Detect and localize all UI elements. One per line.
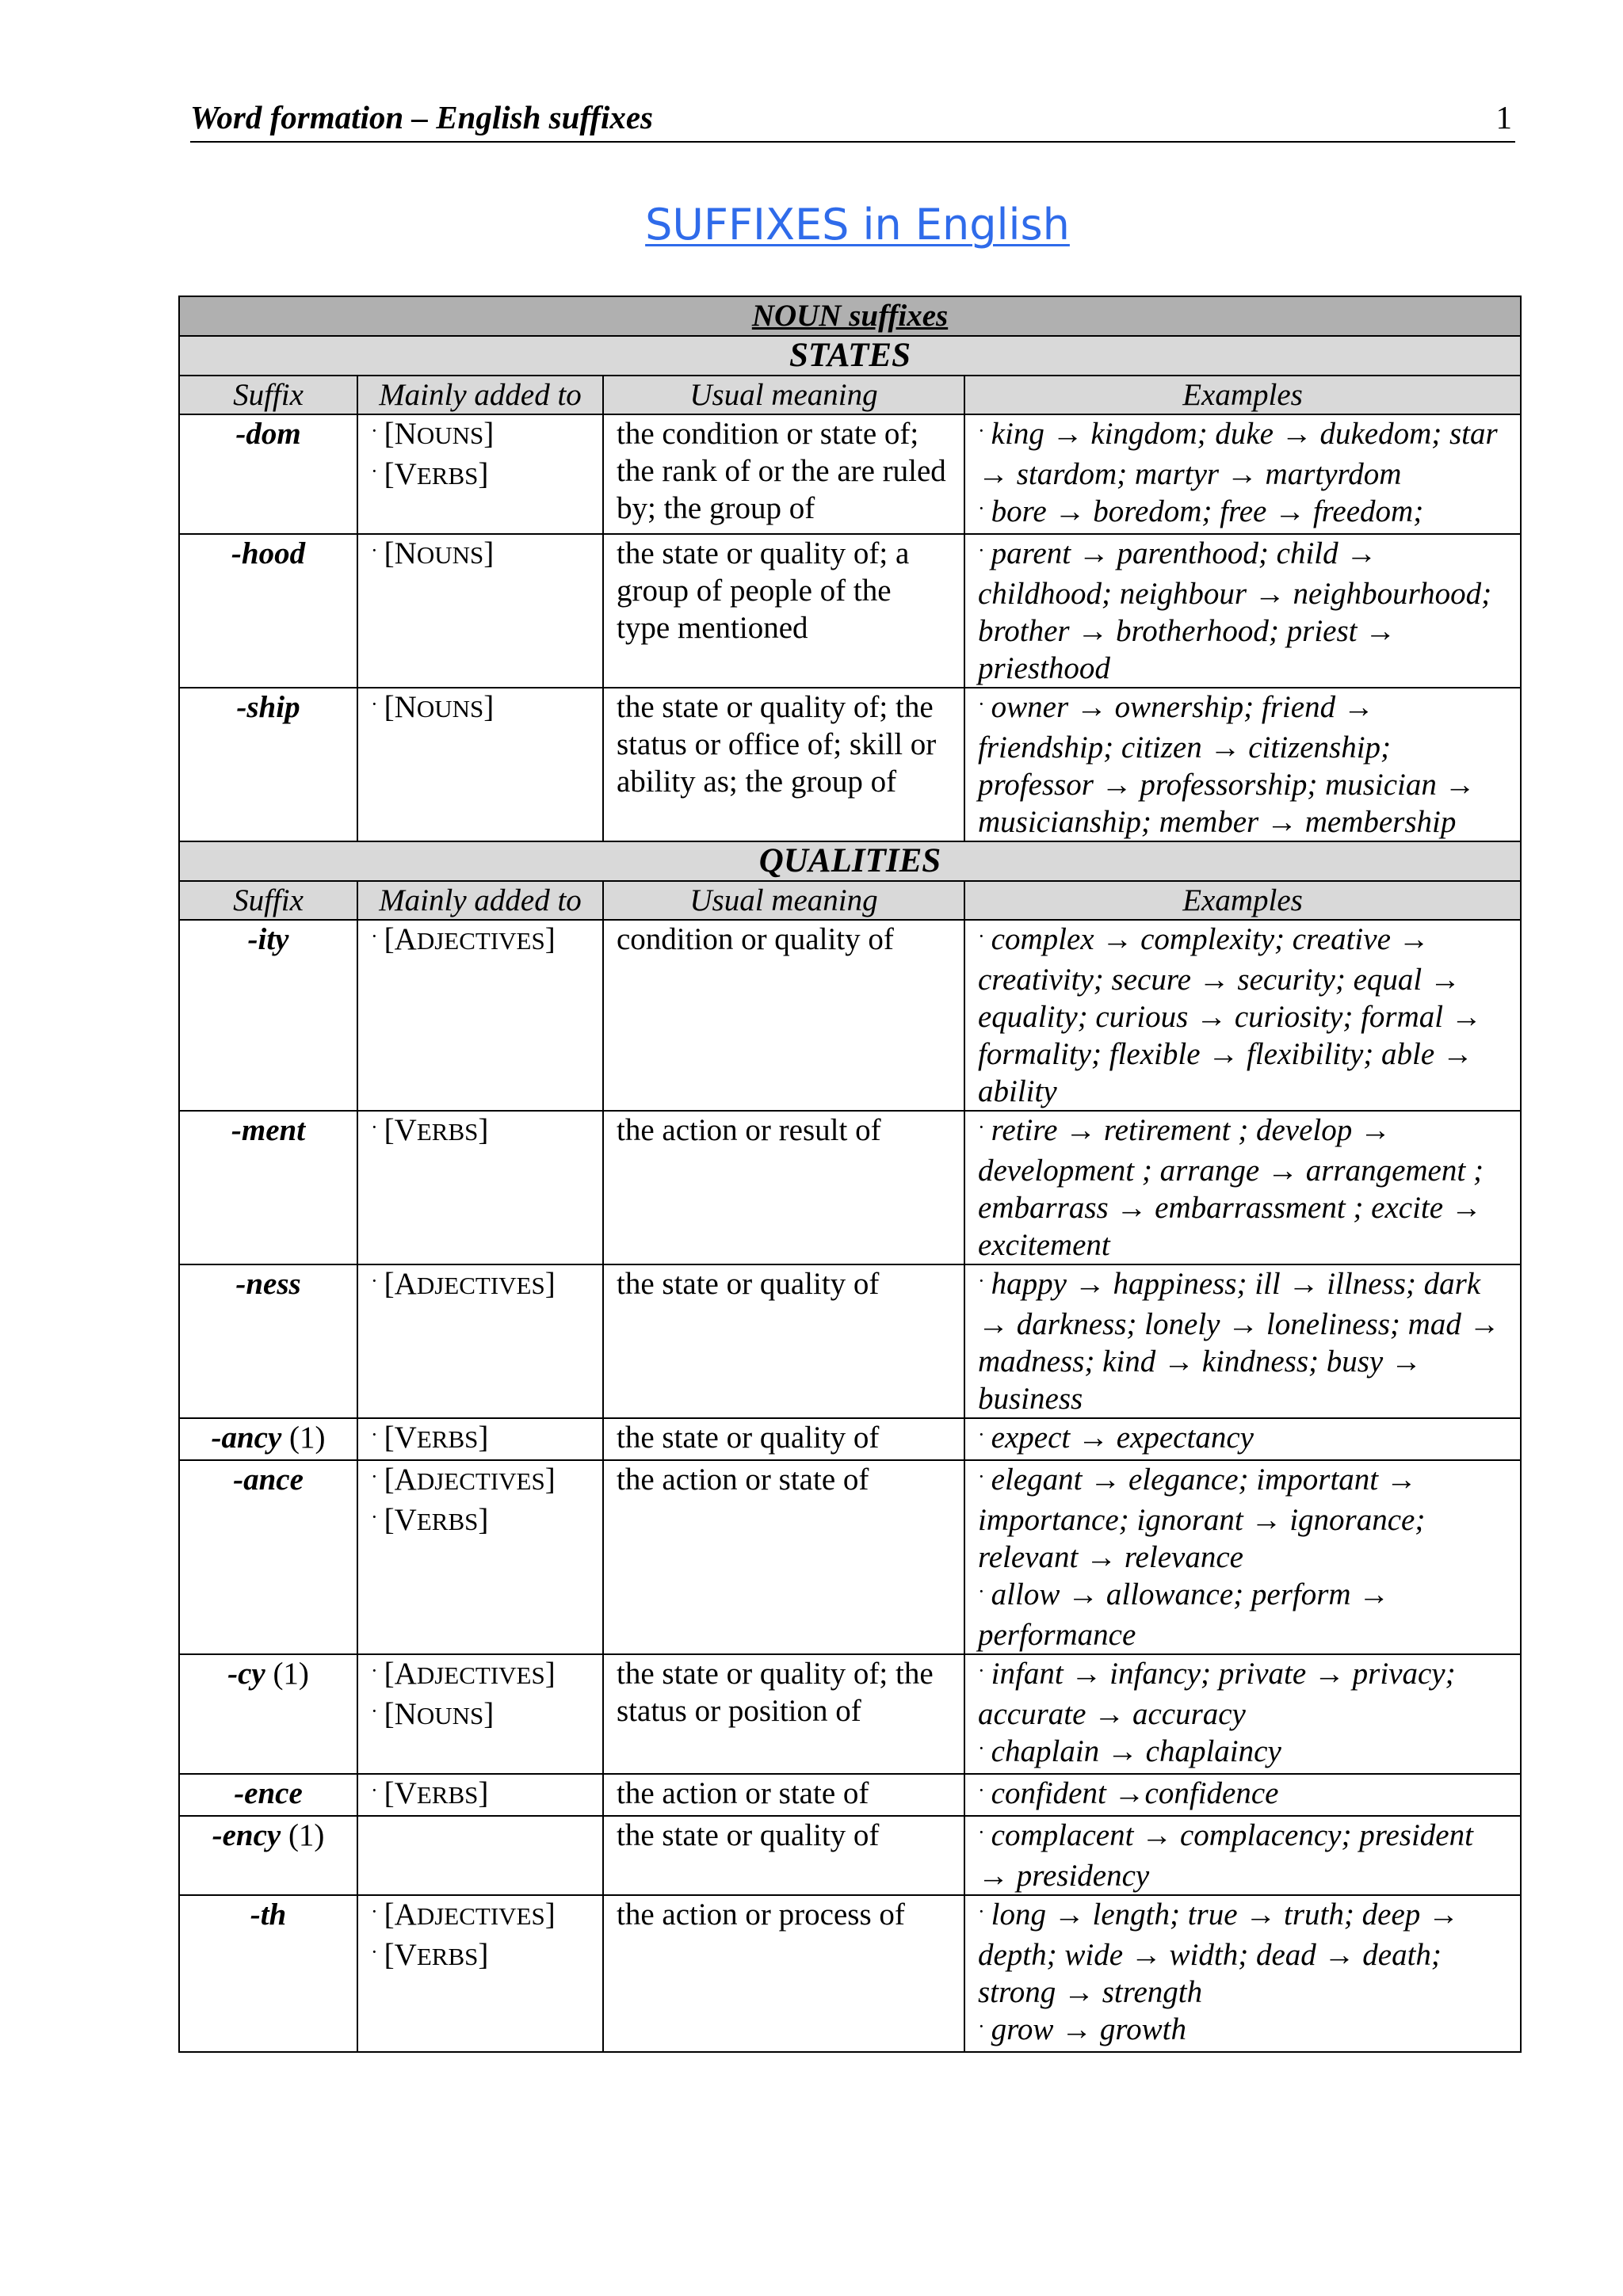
- suffix-cell: [179, 1264, 357, 1418]
- added-to-rest: DJECTIVES: [416, 1661, 545, 1689]
- added-to-rest: OUNS: [416, 421, 484, 449]
- added-to-rest: OUNS: [416, 1702, 484, 1730]
- added-to-initial: A: [394, 1463, 417, 1497]
- examples-cell: [964, 1816, 1521, 1895]
- bullet-icon: ·: [978, 1821, 985, 1844]
- bullet-icon: ·: [371, 460, 378, 482]
- table-row: [179, 534, 1521, 688]
- column-header-row: [179, 881, 1521, 920]
- example-line: · grow → growth: [978, 2012, 1186, 2046]
- added-to-item: · [ADJECTIVES]: [371, 1267, 556, 1301]
- added-to-rest: DJECTIVES: [416, 1467, 545, 1495]
- suffix-cell: [179, 1111, 357, 1264]
- bullet-icon: ·: [371, 1116, 378, 1138]
- bullet-icon: ·: [371, 419, 378, 442]
- added-to-item: · [ADJECTIVES]: [371, 922, 556, 956]
- added-to-initial: N: [394, 417, 417, 451]
- bullet-icon: ·: [371, 1465, 378, 1488]
- bullet-icon: ·: [978, 692, 985, 715]
- added-to-initial: N: [394, 1697, 417, 1731]
- section-row: [179, 841, 1521, 881]
- added-to-rest: ERBS: [416, 1943, 479, 1970]
- added-to-initial: A: [394, 1267, 417, 1301]
- added-to-initial: A: [394, 1897, 417, 1932]
- example-line: · happy → happiness; ill → illness; dark → darkness; lonely → loneliness; mad → madness; kind → kindness; busy → business: [978, 1267, 1500, 1416]
- bullet-icon: ·: [978, 539, 985, 562]
- bullet-icon: ·: [978, 1659, 985, 1682]
- example-line: · owner → ownership; friend → friendship; citizen → citizenship; professor → professorship; musician → musicianship; member → membership: [978, 690, 1476, 839]
- added-to-initial: V: [394, 1938, 417, 1972]
- table-row: [179, 1111, 1521, 1264]
- bullet-icon: ·: [371, 1779, 378, 1802]
- example-line: · long → length; true → truth; deep → depth; wide → width; dead → death; strong → strength: [978, 1897, 1460, 2009]
- examples-cell: [964, 414, 1521, 534]
- added-to-item: · [NOUNS]: [371, 690, 495, 724]
- added-to-cell: [357, 1264, 603, 1418]
- suffix-cell: [179, 1418, 357, 1460]
- suffix-name: -ness: [235, 1267, 301, 1301]
- bullet-icon: ·: [978, 1116, 985, 1138]
- suffix-table: [178, 296, 1522, 2053]
- added-to-item: · [ADJECTIVES]: [371, 1657, 556, 1691]
- added-to-rest: ERBS: [416, 1508, 479, 1535]
- added-to-item: · [NOUNS]: [371, 536, 495, 570]
- column-header-row: [179, 376, 1521, 414]
- example-line: · parent → parenthood; child → childhood; neighbour → neighbourhood; brother → brotherhood; priest → priesthood: [978, 536, 1492, 685]
- suffix-note: (1): [265, 1657, 309, 1691]
- added-to-initial: V: [394, 1776, 417, 1810]
- suffix-cell: [179, 688, 357, 841]
- examples-cell: [964, 534, 1521, 688]
- suffix-name: -ency: [212, 1818, 281, 1852]
- added-to-cell: [357, 1774, 603, 1816]
- added-to-item: · [ADJECTIVES]: [371, 1463, 556, 1497]
- added-to-rest: ERBS: [416, 462, 479, 490]
- meaning-cell: the action or state of: [603, 1774, 964, 1816]
- example-line: · retire → retirement ; develop → development ; arrange → arrangement ; embarrass → embarrassment ; excite → excitement: [978, 1113, 1484, 1262]
- added-to-rest: ERBS: [416, 1425, 479, 1453]
- bullet-icon: ·: [371, 1699, 378, 1722]
- example-line: · expect → expectancy: [978, 1421, 1254, 1455]
- table-row: [179, 1460, 1521, 1654]
- example-line: · chaplain → chaplaincy: [978, 1734, 1281, 1768]
- examples-cell: [964, 1460, 1521, 1654]
- added-to-initial: A: [394, 922, 417, 956]
- bullet-icon: ·: [978, 1737, 985, 1760]
- column-header: Examples: [964, 881, 1521, 920]
- added-to-initial: V: [394, 1113, 417, 1147]
- meaning-cell: the state or quality of: [603, 1816, 964, 1895]
- meaning-cell: condition or quality of: [603, 920, 964, 1111]
- table-row: [179, 1816, 1521, 1895]
- example-line: · elegant → elegance; important → importance; ignorant → ignorance; relevant → relevance: [978, 1463, 1426, 1574]
- bullet-icon: ·: [371, 1423, 378, 1446]
- header-title: Word formation – English suffixes: [190, 99, 654, 135]
- added-to-initial: V: [394, 1421, 417, 1455]
- column-header: Usual meaning: [603, 376, 964, 414]
- table-row: [179, 1418, 1521, 1460]
- added-to-item: · [ADJECTIVES]: [371, 1897, 556, 1932]
- added-to-rest: ERBS: [416, 1118, 479, 1146]
- column-header: Mainly added to: [357, 376, 603, 414]
- column-header: Examples: [964, 376, 1521, 414]
- bullet-icon: ·: [371, 1659, 378, 1682]
- added-to-item: · [NOUNS]: [371, 417, 495, 451]
- table-row: [179, 688, 1521, 841]
- added-to-rest: ERBS: [416, 1781, 479, 1809]
- bullet-icon: ·: [978, 1423, 985, 1446]
- bullet-icon: ·: [978, 1779, 985, 1802]
- added-to-rest: DJECTIVES: [416, 1902, 545, 1930]
- suffix-note: (1): [281, 1818, 325, 1852]
- added-to-rest: OUNS: [416, 695, 484, 723]
- noun-suffixes-band: NOUN suffixes: [179, 296, 1521, 336]
- example-line: · complacent → complacency; president → presidency: [978, 1818, 1473, 1893]
- examples-cell: [964, 920, 1521, 1111]
- added-to-initial: N: [394, 690, 417, 724]
- suffix-name: -ment: [231, 1113, 306, 1147]
- added-to-rest: DJECTIVES: [416, 1272, 545, 1299]
- band-row: [179, 296, 1521, 336]
- column-header: Usual meaning: [603, 881, 964, 920]
- examples-cell: [964, 1654, 1521, 1774]
- bullet-icon: ·: [371, 925, 378, 948]
- section-title: QUALITIES: [179, 841, 1521, 881]
- example-line: · king → kingdom; duke → dukedom; star → stardom; martyr → martyrdom: [978, 417, 1498, 491]
- suffix-name: -ship: [236, 690, 300, 724]
- column-header: Suffix: [179, 376, 357, 414]
- section-title: STATES: [179, 336, 1521, 376]
- bullet-icon: ·: [978, 925, 985, 948]
- suffix-name: -ence: [234, 1776, 303, 1810]
- meaning-cell: the state or quality of: [603, 1264, 964, 1418]
- added-to-item: · [VERBS]: [371, 457, 489, 491]
- added-to-initial: N: [394, 536, 417, 570]
- column-header: Mainly added to: [357, 881, 603, 920]
- bullet-icon: ·: [371, 1269, 378, 1292]
- added-to-rest: DJECTIVES: [416, 927, 545, 955]
- bullet-icon: ·: [978, 1900, 985, 1923]
- section-row: [179, 336, 1521, 376]
- meaning-cell: the state or quality of; the status or position of: [603, 1654, 964, 1774]
- table-row: [179, 920, 1521, 1111]
- bullet-icon: ·: [371, 1505, 378, 1528]
- meaning-cell: the action or result of: [603, 1111, 964, 1264]
- added-to-item: · [NOUNS]: [371, 1697, 495, 1731]
- table-row: [179, 1895, 1521, 2052]
- table-row: [179, 1264, 1521, 1418]
- suffix-cell: [179, 1654, 357, 1774]
- examples-cell: [964, 1264, 1521, 1418]
- added-to-initial: V: [394, 457, 417, 491]
- suffix-name: -dom: [235, 417, 301, 451]
- bullet-icon: ·: [371, 1900, 378, 1923]
- examples-cell: [964, 1895, 1521, 2052]
- added-to-initial: V: [394, 1503, 417, 1537]
- table-row: [179, 1774, 1521, 1816]
- added-to-item: · [VERBS]: [371, 1938, 489, 1972]
- added-to-item: · [VERBS]: [371, 1503, 489, 1537]
- bullet-icon: ·: [978, 497, 985, 520]
- meaning-cell: the state or quality of; the status or office of; skill or ability as; the group of: [603, 688, 964, 841]
- page-title: SUFFIXES in English: [645, 200, 1070, 250]
- added-to-item: · [VERBS]: [371, 1113, 489, 1147]
- example-line: · infant → infancy; private → privacy; accurate → accuracy: [978, 1657, 1456, 1731]
- table-row: [179, 1654, 1521, 1774]
- page-number: 1: [1495, 99, 1512, 135]
- example-line: · confident →confidence: [978, 1776, 1279, 1810]
- added-to-item: · [VERBS]: [371, 1776, 489, 1810]
- suffix-name: -ance: [233, 1463, 304, 1497]
- added-to-cell: [357, 1654, 603, 1774]
- suffix-cell: [179, 1460, 357, 1654]
- bullet-icon: ·: [371, 1940, 378, 1963]
- bullet-icon: ·: [978, 2015, 985, 2038]
- bullet-icon: ·: [371, 539, 378, 562]
- example-line: · allow → allowance; perform → performance: [978, 1577, 1390, 1652]
- suffix-name: -ity: [247, 922, 289, 956]
- suffix-table-body: [179, 296, 1521, 2052]
- examples-cell: [964, 1418, 1521, 1460]
- bullet-icon: ·: [978, 419, 985, 442]
- meaning-cell: the state or quality of; a group of people of the type mentioned: [603, 534, 964, 688]
- suffix-cell: [179, 1774, 357, 1816]
- added-to-rest: OUNS: [416, 541, 484, 569]
- added-to-item: · [VERBS]: [371, 1421, 489, 1455]
- examples-cell: [964, 1111, 1521, 1264]
- bullet-icon: ·: [978, 1580, 985, 1603]
- suffix-cell: [179, 920, 357, 1111]
- meaning-cell: the action or state of: [603, 1460, 964, 1654]
- added-to-initial: A: [394, 1657, 417, 1691]
- meaning-cell: the condition or state of; the rank of or the are ruled by; the group of: [603, 414, 964, 534]
- added-to-cell: [357, 414, 603, 534]
- suffix-cell: [179, 414, 357, 534]
- bullet-icon: ·: [978, 1269, 985, 1292]
- bullet-icon: ·: [978, 1465, 985, 1488]
- added-to-cell: [357, 688, 603, 841]
- added-to-cell: [357, 920, 603, 1111]
- suffix-note: (1): [281, 1421, 326, 1455]
- suffix-name: -th: [250, 1897, 287, 1932]
- column-header: Suffix: [179, 881, 357, 920]
- table-row: [179, 414, 1521, 534]
- suffix-cell: [179, 1895, 357, 2052]
- page-header: [190, 93, 1515, 143]
- suffix-name: -ancy: [211, 1421, 282, 1455]
- meaning-cell: the action or process of: [603, 1895, 964, 2052]
- suffix-cell: [179, 1816, 357, 1895]
- example-line: · complex → complexity; creative → creativity; secure → security; equal → equality; curious → curiosity; formal → formality; flexible → flexibility; able → ability: [978, 922, 1482, 1108]
- meaning-cell: the state or quality of: [603, 1418, 964, 1460]
- examples-cell: [964, 688, 1521, 841]
- suffix-name: -cy: [227, 1657, 265, 1691]
- added-to-cell: [357, 1460, 603, 1654]
- bullet-icon: ·: [371, 692, 378, 715]
- suffix-cell: [179, 534, 357, 688]
- added-to-cell: [357, 1895, 603, 2052]
- added-to-cell: [357, 534, 603, 688]
- example-line: · bore → boredom; free → freedom;: [978, 494, 1424, 528]
- added-to-cell: [357, 1111, 603, 1264]
- added-to-cell: [357, 1418, 603, 1460]
- examples-cell: [964, 1774, 1521, 1816]
- added-to-cell: [357, 1816, 603, 1895]
- suffix-name: -hood: [231, 536, 306, 570]
